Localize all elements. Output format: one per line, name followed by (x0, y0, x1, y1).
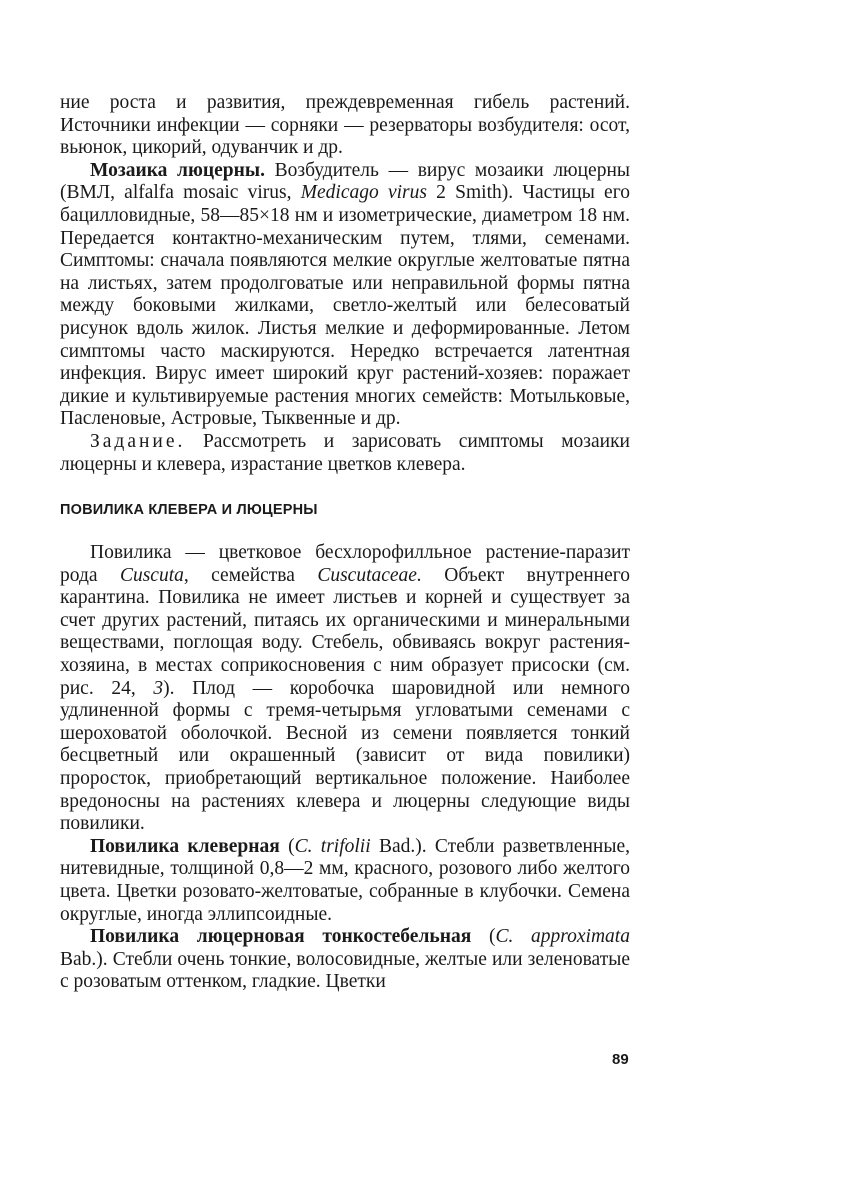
page-body (60, 92, 630, 994)
paragraph-dodder-intro: Повилика — цветковое бесхлорофилльное растение-паразит рода Cuscuta, семейства Cuscutaceae. Объект внутреннего карантина. Повилика не имеет листьев и корней и существует за счет других растений, питаясь их органическими и минеральными веществами, поглощая воду. Стебель, обвиваясь вокруг растения-хозяина, в местах соприкосновения с ним образует присоски (см. рис. 24, 3). Плод — коробочка шаровидной или немного удлиненной формы с тремя-четырьмя угловатыми семенами с шероховатой оболочкой. Весной из семени появляется тонкий бесцветный или окрашенный (зависит от вида повилики) проросток, приобретающий вертикальное положение. Наиболее вредоносны на растениях клевера и люцерны следующие виды повилики. (60, 542, 631, 835)
paragraph-continuation: ние роста и развития, преждевременная гибель растений. Источники инфекции — сорняки — резерваторы возбудителя: осот, вьюнок, цикорий, одуванчик и др. (60, 92, 630, 159)
page-number: 89 (612, 1051, 629, 1068)
paragraph-alfalfa-mosaic: Мозаика люцерны. Возбудитель — вирус мозаики люцерны (ВМЛ, alfalfa mosaic virus, Medicago virus 2 Smith). Частицы его бацилловидные, 58—85×18 нм и изометрические, диаметром 18 нм. Передается контактно-механическим путем, тлями, семенами. Симптомы: сначала появляются мелкие округлые желтоватые пятна на листьях, затем продолговатые или неправильной формы пятна между боковыми жилками, светло-желтый или белесоватый рисунок вдоль жилок. Листья мелкие и деформированные. Летом симптомы часто маскируются. Нередко встречается латентная инфекция. Вирус имеет широкий круг растений-хозяев: поражает дикие и культивируемые растения многих семейств: Мотыльковые, Пасленовые, Астровые, Тыквенные и др. (60, 159, 630, 430)
paragraph-alfalfa-dodder: Повилика люцерновая тонкостебельная (C. approximata Bab.). Стебли очень тонкие, волосовидные, желтые или зеленоватые с розоватым оттенком, гладкие. Цветки (60, 926, 630, 993)
task-label: Задание. (90, 430, 186, 452)
term-alfalfa-dodder: Повилика люцерновая тонкостебельная (90, 926, 472, 948)
section-heading: ПОВИЛИКА КЛЕВЕРА И ЛЮЦЕРНЫ (60, 502, 318, 519)
paragraph-clover-dodder: Повилика клеверная (C. trifolii Bad.). Стебли разветвленные, нитевидные, толщиной 0,8—2 мм, красного, розового либо желтого цвета. Цветки розовато-желтоватые, собранные в клубочки. Семена округлые, иногда эллипсоидные. (60, 835, 630, 925)
term-alfalfa-mosaic: Мозаика люцерны. (90, 159, 265, 181)
paragraph-task: Задание. Рассмотреть и зарисовать симптомы мозаики люцерны и клевера, израстание цветков клевера. (60, 430, 630, 475)
term-clover-dodder: Повилика клеверная (90, 835, 280, 857)
